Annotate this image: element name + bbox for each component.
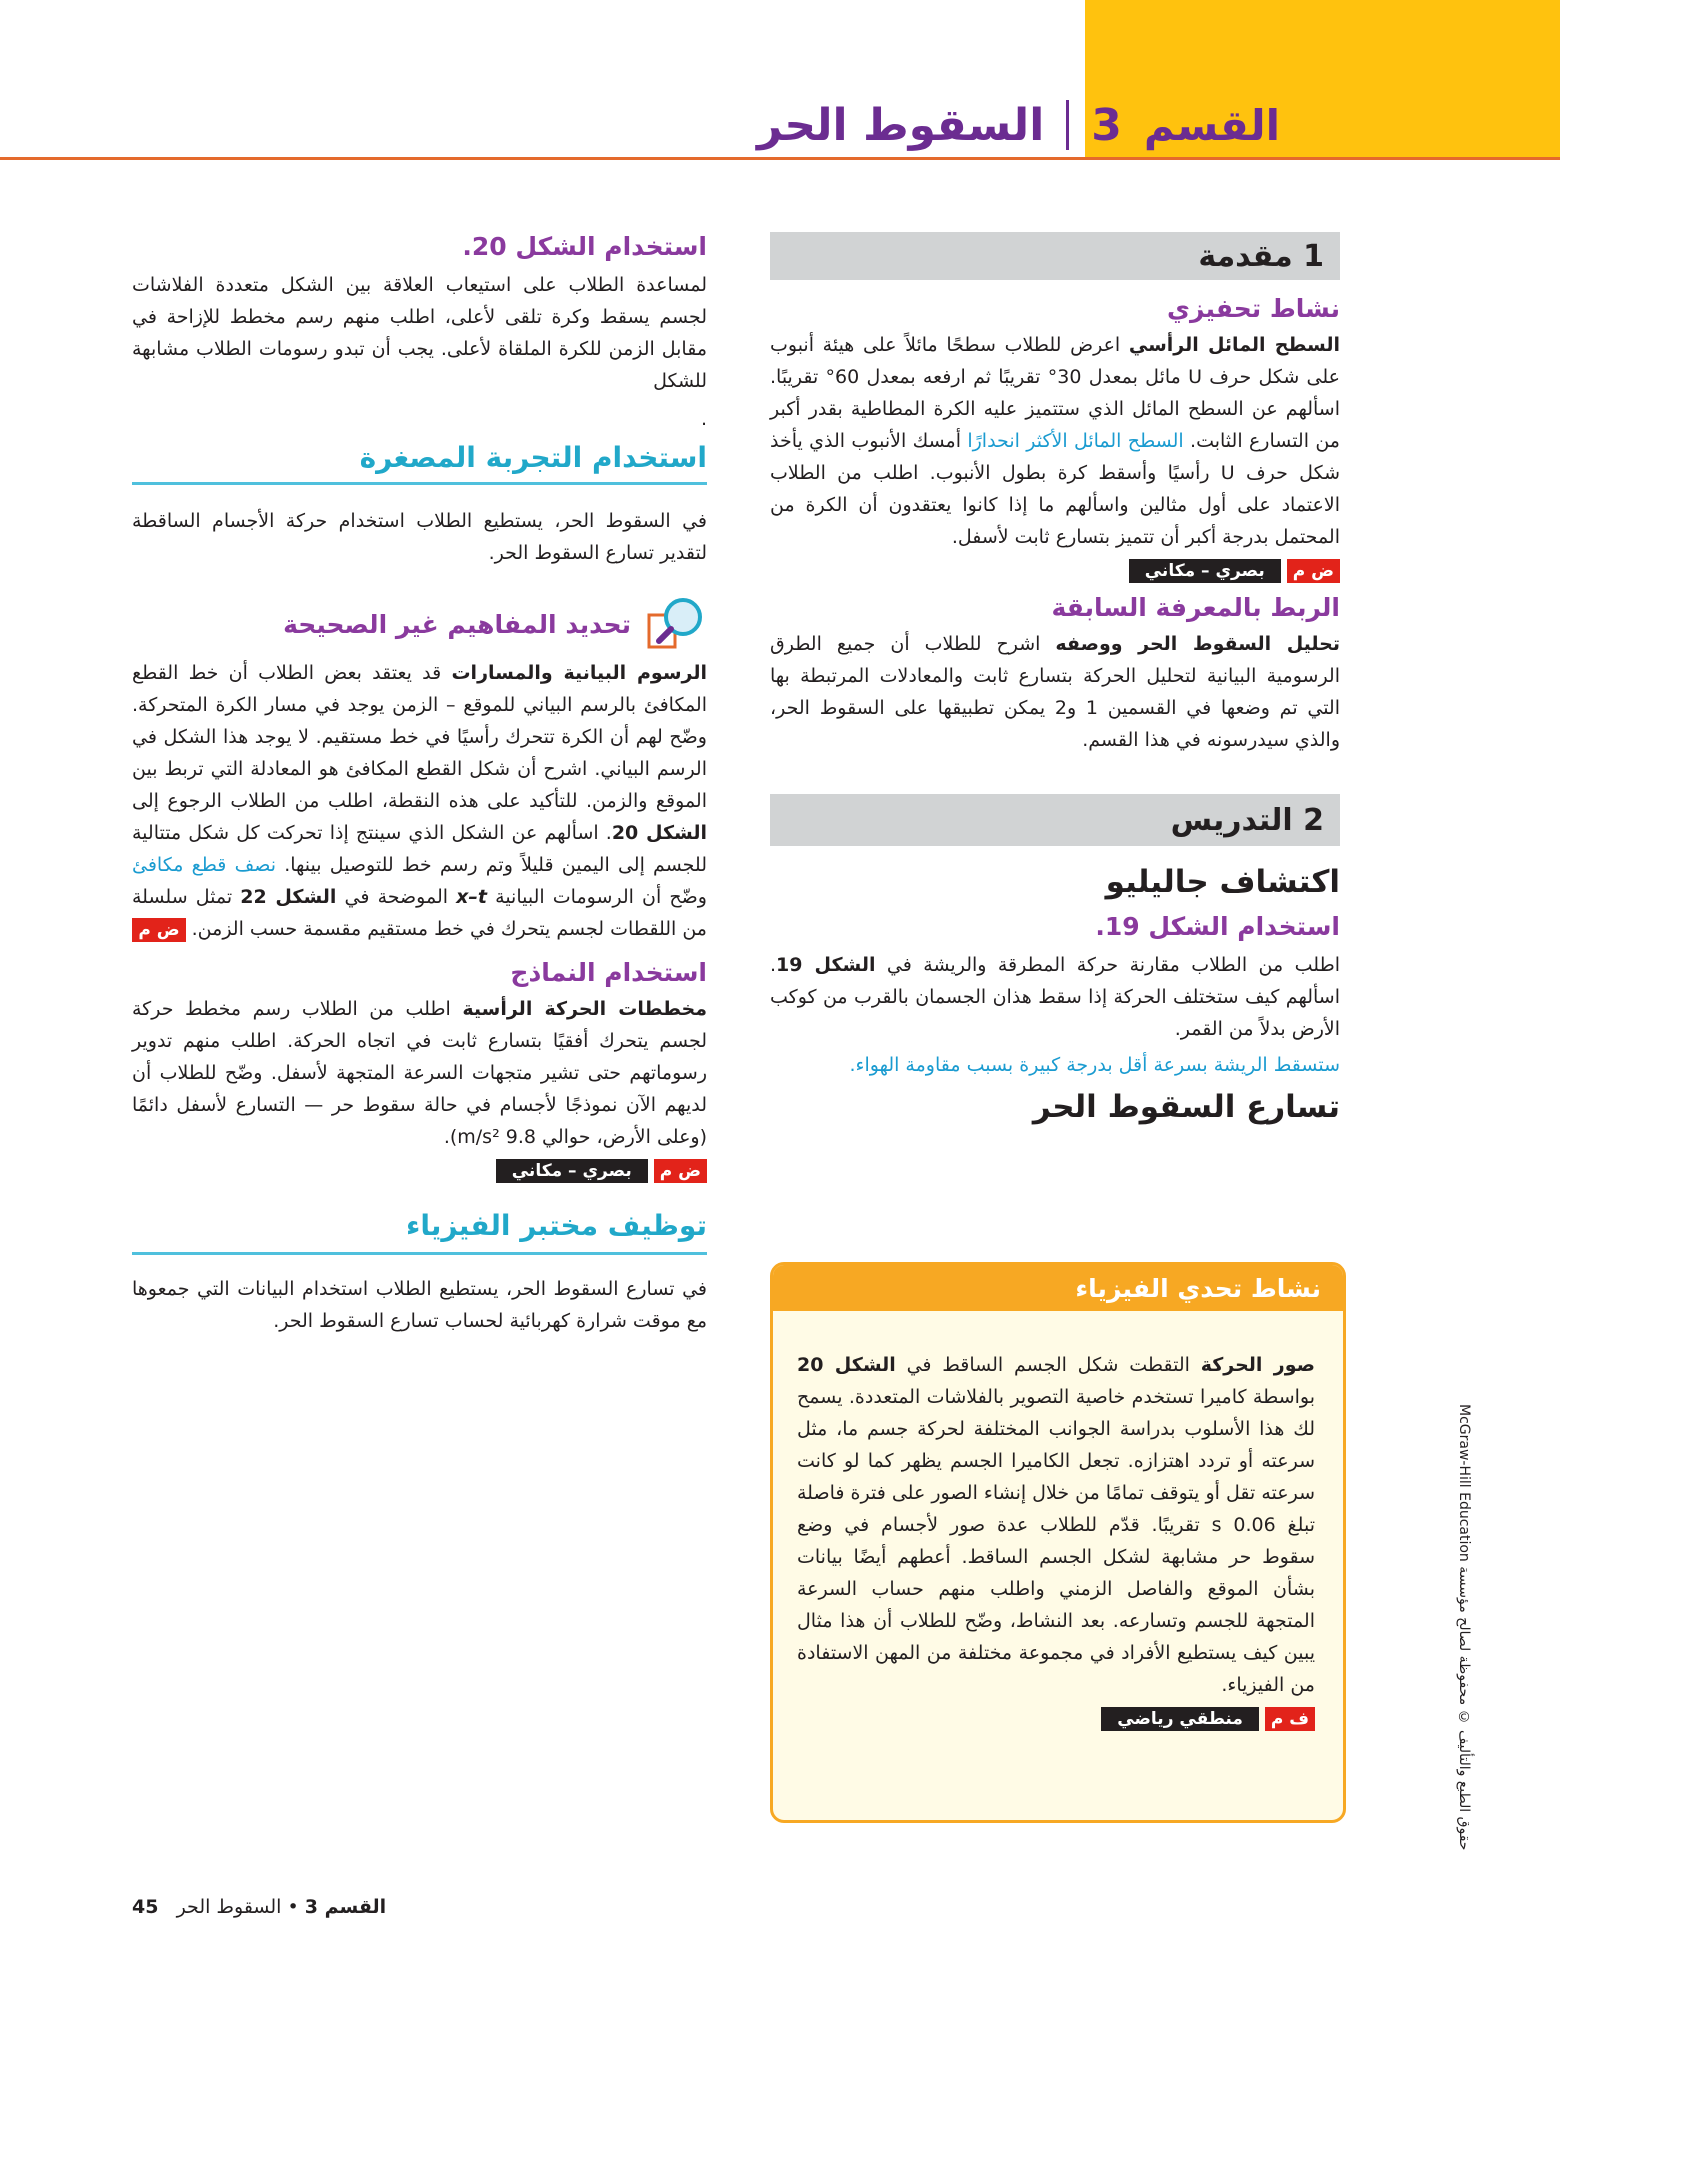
models-tag-red: ض م <box>654 1159 707 1183</box>
challenge-fig: الشكل 20 <box>797 1354 896 1376</box>
fig19-heading: استخدام الشكل 19. <box>1095 912 1340 941</box>
challenge-tag-black: منطقي رياضي <box>1101 1707 1259 1731</box>
fig20-text: لمساعدة الطلاب على استيعاب العلاقة بين الشكل متعددة الفلاشات لجسم يسقط وكرة تلقى لأعلى، اطلب منهم رسم مخطط للإزاحة في مقابل الزمن للكرة الملقاة لأعلى. يجب أن تبدو رسومات الطلاب مشابهة للشكل <box>132 274 707 392</box>
mini-lab-rule <box>132 482 707 485</box>
misc-xt: x–t <box>456 886 488 908</box>
fig19-text-b: . اسألهم كيف ستختلف الحركة إذا سقط هذان الجسمان بالقرب من كوكب الأرض بدلاً من القمر. <box>770 954 1340 1040</box>
physics-lab-text: في تسارع السقوط الحر، يستطيع الطلاب استخدام البيانات التي جمعوها مع موقت شرارة كهربائية لحساب تسارع السقوط الحر. <box>132 1278 707 1332</box>
teach-number: 2 <box>1303 802 1324 838</box>
challenge-tag-red: ف م <box>1265 1707 1315 1731</box>
prior-paragraph <box>770 628 1340 756</box>
left-column <box>132 232 707 1337</box>
right-column <box>770 232 1340 1125</box>
misc-text-c: وضّح أن الرسومات البيانية <box>487 886 707 908</box>
motivation-paragraph <box>770 329 1340 553</box>
intro-title: مقدمة <box>1198 238 1293 274</box>
models-lead: مخططات الحركة الرأسية <box>462 998 707 1020</box>
galileo-title: اكتشاف جاليليو <box>1105 864 1340 900</box>
prior-knowledge-heading: الربط بالمعرفة السابقة <box>1051 593 1340 622</box>
challenge-text-b: بواسطة كاميرا تستخدم خاصية التصوير بالفلاشات المتعددة. يسمح لك هذا الأسلوب بدراسة الجوانب المختلفة لحركة جسم ما، مثل سرعته أو تردد اهتزازه. تجعل الكاميرا الجسم يظهر كما لو كانت سرعته تقل أو يتوقف تمامًا من خلال إنشاء الصور على فترة فاصلة تبلغ 0.06 s تقريبًا. قدّم للطلاب عدة صور لأجسام في وضع سقوط حر مشابهة لشكل الجسم الساقط. أعطهم أيضًا بيانات بشأن الموقع والفاصل الزمني واطلب منهم حساب السرعة المتجهة للجسم وتسارعه. بعد النشاط، وضّح للطلاب أن هذا مثال يبين كيف يستطيع الأفراد في مجموعة مختلفة من المهن الاستفادة من الفيزياء. <box>797 1386 1315 1696</box>
fig19-bold: الشكل 19 <box>776 954 876 976</box>
section-word: القسم <box>1143 100 1280 150</box>
mini-lab-text: في السقوط الحر، يستطيع الطلاب استخدام حركة الأجسام الساقطة لتقدير تسارع السقوط الحر. <box>132 510 707 564</box>
intro-section-bar <box>770 232 1340 280</box>
motivation-heading: نشاط تحفيزي <box>1167 294 1340 323</box>
challenge-lead: صور الحركة <box>1200 1354 1315 1376</box>
page-footer <box>132 1896 386 1918</box>
misc-bold1: الشكل 20 <box>611 822 707 844</box>
fig20-dot: . <box>700 408 707 430</box>
motivation-text: اعرض للطلاب سطحًا مائلاً على هيئة أنبوب على شكل حرف U مائل بمعدل 30° تقريبًا ثم ارفعه بمعدل 60° تقريبًا. اسألهم عن السطح المائل الذي ستتميز عليه الكرة المطاطية بقدر أكبر من التسارع الثابت. <box>770 334 1340 452</box>
prior-lead: تحليل السقوط الحر ووصفه <box>1055 633 1340 655</box>
models-tag-black: بصري – مكاني <box>496 1159 648 1183</box>
footer-title: السقوط الحر <box>176 1896 282 1918</box>
section-number: 3 <box>1091 99 1122 151</box>
teach-section-bar <box>770 794 1340 846</box>
challenge-bar: نشاط تحدي الفيزياء <box>773 1265 1343 1311</box>
motivation-lead: السطح المائل الرأسي <box>1128 334 1340 356</box>
footer-bullet: • <box>287 1896 299 1918</box>
models-text: اطلب من الطلاب رسم مخطط حركة لجسم يتحرك أفقيًا بتسارع ثابت في اتجاه الحركة. اطلب منهم تدوير رسوماتهم حتى تشير متجهات السرعة المتجهة لأسفل. وضّح للطلاب أن لديهم الآن نموذجًا لأجسام في حالة سقوط حر — التسارع لأسفل دائمًا (وعلى الأرض، حوالي 9.8 m/s²). <box>132 998 707 1148</box>
page-number: 45 <box>132 1896 159 1918</box>
header-rule <box>0 157 1560 160</box>
misc-lead: الرسوم البيانية والمسارات <box>451 662 707 684</box>
tag-red: ض م <box>1287 559 1340 583</box>
copyright-side-text: حقوق الطبع والتأليف © محفوظة لصالح مؤسسة McGraw-Hill Education <box>1456 1403 1472 1850</box>
challenge-paragraph <box>797 1349 1315 1701</box>
models-paragraph <box>132 993 707 1153</box>
freefall-title: تسارع السقوط الحر <box>1032 1089 1340 1125</box>
fig19-paragraph <box>770 949 1340 1045</box>
fig19-text-a: اطلب من الطلاب مقارنة حركة المطرقة والريشة في <box>875 954 1340 976</box>
physics-challenge-box <box>770 1262 1346 1823</box>
page-title: السقوط الحر <box>756 99 1045 151</box>
chapter-header <box>757 95 1280 155</box>
motivation-text2: أمسك الأنبوب الذي يأخذ شكل حرف U رأسيًا وأسقط كرة بطول الأنبوب. اطلب من الطلاب الاعتماد على أول مثالين واسألهم ما إذا كانوا يعتقدون أن الكرة من المحتمل بدرجة أكبر أن تتميز بتسارع ثابت لأسفل. <box>770 430 1340 548</box>
physics-lab-rule <box>132 1252 707 1255</box>
intro-number: 1 <box>1303 238 1324 274</box>
models-heading: استخدام النماذج <box>510 958 707 987</box>
motivation-tags <box>770 559 1340 583</box>
challenge-text-a: التقطت شكل الجسم الساقط في <box>895 1354 1201 1376</box>
misconception-heading: تحديد المفاهيم غير الصحيحة <box>283 609 631 639</box>
misc-bold2: الشكل 22 <box>240 886 337 908</box>
misc-text-b: . اسألهم عن الشكل الذي سينتج إذا تحركت كل شكل متتالية للجسم إلى اليمين قليلاً وتم رسم خط للتوصيل بينها. <box>132 822 707 876</box>
misc-text-e: تمثل سلسلة من اللقطات لجسم يتحرك في خط مستقيم مقسمة حسب الزمن. <box>132 886 707 940</box>
misconception-heading-row <box>132 595 707 653</box>
misc-text-a: قد يعتقد بعض الطلاب أن خط القطع المكافئ بالرسم البياني للموقع – الزمن يوجد في مسار الكرة المتحركة. وضّح لهم أن الكرة تتحرك رأسيًا في خط مستقيم. لا يوجد هذا الشكل في الرسم البياني. اشرح أن شكل القطع المكافئ هو المعادلة التي تربط بين الموقع والزمن. للتأكيد على هذه النقطة، اطلب من الطلاب الرجوع إلى <box>132 662 707 812</box>
teach-title: التدريس <box>1170 802 1293 838</box>
fig20-heading: استخدام الشكل 20. <box>462 232 707 261</box>
misconception-paragraph <box>132 657 707 946</box>
misc-answer: نصف قطع مكافئ <box>132 854 285 876</box>
models-tags <box>132 1159 707 1183</box>
challenge-tags <box>797 1707 1315 1731</box>
motivation-answer: السطح المائل الأكثر انحدارًا <box>967 430 1191 452</box>
magnifier-icon <box>645 595 707 653</box>
misc-text-d: الموضحة في <box>336 886 457 908</box>
fig19-answer: ستسقط الريشة بسرعة أقل بدرجة كبيرة بسبب مقاومة الهواء. <box>849 1054 1340 1076</box>
mini-lab-heading: استخدام التجربة المصغرة <box>359 441 707 474</box>
misc-tag-red: ض م <box>132 918 185 942</box>
header-divider <box>1066 100 1069 150</box>
physics-lab-heading: توظيف مختبر الفيزياء <box>406 1209 707 1242</box>
tag-black: بصري – مكاني <box>1129 559 1281 583</box>
prior-text: اشرح للطلاب أن جميع الطرق الرسومية البيانية لتحليل الحركة بتسارع ثابت والمعادلات المرتبطة بها التي تم وضعها في القسمين 1 و2 يمكن تطبيقها على السقوط الحر، والذي سيدرسونه في هذا القسم. <box>770 633 1340 751</box>
footer-section: القسم 3 <box>304 1896 387 1918</box>
